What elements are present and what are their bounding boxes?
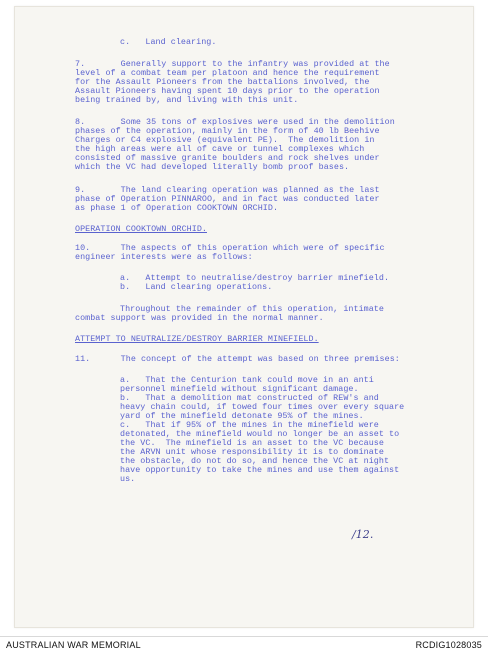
para-11-c-line-4: the ARVN unit whose responsibility it is to dominate	[120, 447, 384, 457]
para-11-a-line-1: a. That the Centurion tank could move in an anti	[120, 375, 374, 385]
para-10-line-1: 10. The aspects of this operation which were of specific	[75, 243, 385, 253]
para-8-line-2: phases of the operation, mainly in the form of 40 lb Beehive	[75, 126, 380, 136]
para-9-line-2: phase of Operation PINNAROO, and in fact was conducted later	[75, 194, 380, 204]
para-7-line-2: level of a combat team per platoon and hence the requirement	[75, 68, 380, 78]
para-11-a-line-2: personnel minefield without significant damage.	[120, 384, 359, 394]
para-11-b-line-1: b. That a demolition mat constructed of REW's and	[120, 393, 379, 403]
para-8-line-3: Charges or C4 explosive (equivalent PE). The demolition in	[75, 135, 375, 145]
para-11-b-line-2: heavy chain could, if towed four times over every square	[120, 402, 405, 412]
para-11-c-line-3: the VC. The minefield is an asset to the VC because	[120, 438, 384, 448]
archive-footer	[0, 636, 488, 654]
para-8-line-6: which the VC had developed literally bomb proof bases.	[75, 162, 350, 172]
archive-record-id: RCDIG1028035	[415, 640, 482, 650]
archive-name: AUSTRALIAN WAR MEMORIAL	[6, 640, 141, 650]
para-11-b-line-3: yard of the minefield detonate 95% of the mines.	[120, 411, 364, 421]
para-10-line-2: engineer interests were as follows:	[75, 252, 253, 262]
para-11-c-line-7: us.	[120, 474, 136, 484]
para-10-item-b: b. Land clearing operations.	[120, 282, 273, 292]
para-7-line-3: for the Assault Pioneers from the battalions involved, the	[75, 77, 370, 87]
para-11-c-line-6: have opportunity to take the mines and use them against	[120, 465, 400, 475]
para-7-line-1: 7. Generally support to the infantry was provided at the	[75, 59, 390, 69]
para-10-note-line-1: Throughout the remainder of this operation, intimate	[120, 304, 384, 314]
para-8-line-1: 8. Some 35 tons of explosives were used in the demolition	[75, 117, 395, 127]
para-10-note-line-2: combat support was provided in the normal manner.	[75, 313, 324, 323]
para-8-line-4: the high areas were all of cave or tunnel complexes which	[75, 144, 365, 154]
para-11-c-line-1: c. That if 95% of the mines in the minefield were	[120, 420, 379, 430]
para-9-line-3: as phase 1 of Operation COOKTOWN ORCHID.	[75, 203, 279, 213]
next-page-reference: /12.	[352, 528, 374, 541]
para-9-line-1: 9. The land clearing operation was planned as the last	[75, 185, 380, 195]
para-7-line-4: Assault Pioneers having spent 10 days prior to the operation	[75, 86, 380, 96]
para-11-c-line-5: the obstacle, do not do so, and hence the VC at night	[120, 456, 390, 466]
subitem-c-land-clearing: c. Land clearing.	[120, 37, 217, 47]
para-10-item-a: a. Attempt to neutralise/destroy barrier minefield.	[120, 273, 390, 283]
heading-operation-cooktown-orchid: OPERATION COOKTOWN ORCHID.	[75, 224, 207, 234]
para-11-line-1: 11. The concept of the attempt was based on three premises:	[75, 354, 400, 364]
para-11-c-line-2: detonated, the minefield would no longer be an asset to	[120, 429, 400, 439]
heading-attempt-to-neutralize-minefield: ATTEMPT TO NEUTRALIZE/DESTROY BARRIER MINEFIELD.	[75, 334, 319, 344]
para-8-line-5: consisted of massive granite boulders and rock shelves under	[75, 153, 380, 163]
para-7-line-5: being trained by, and living with this unit.	[75, 95, 299, 105]
